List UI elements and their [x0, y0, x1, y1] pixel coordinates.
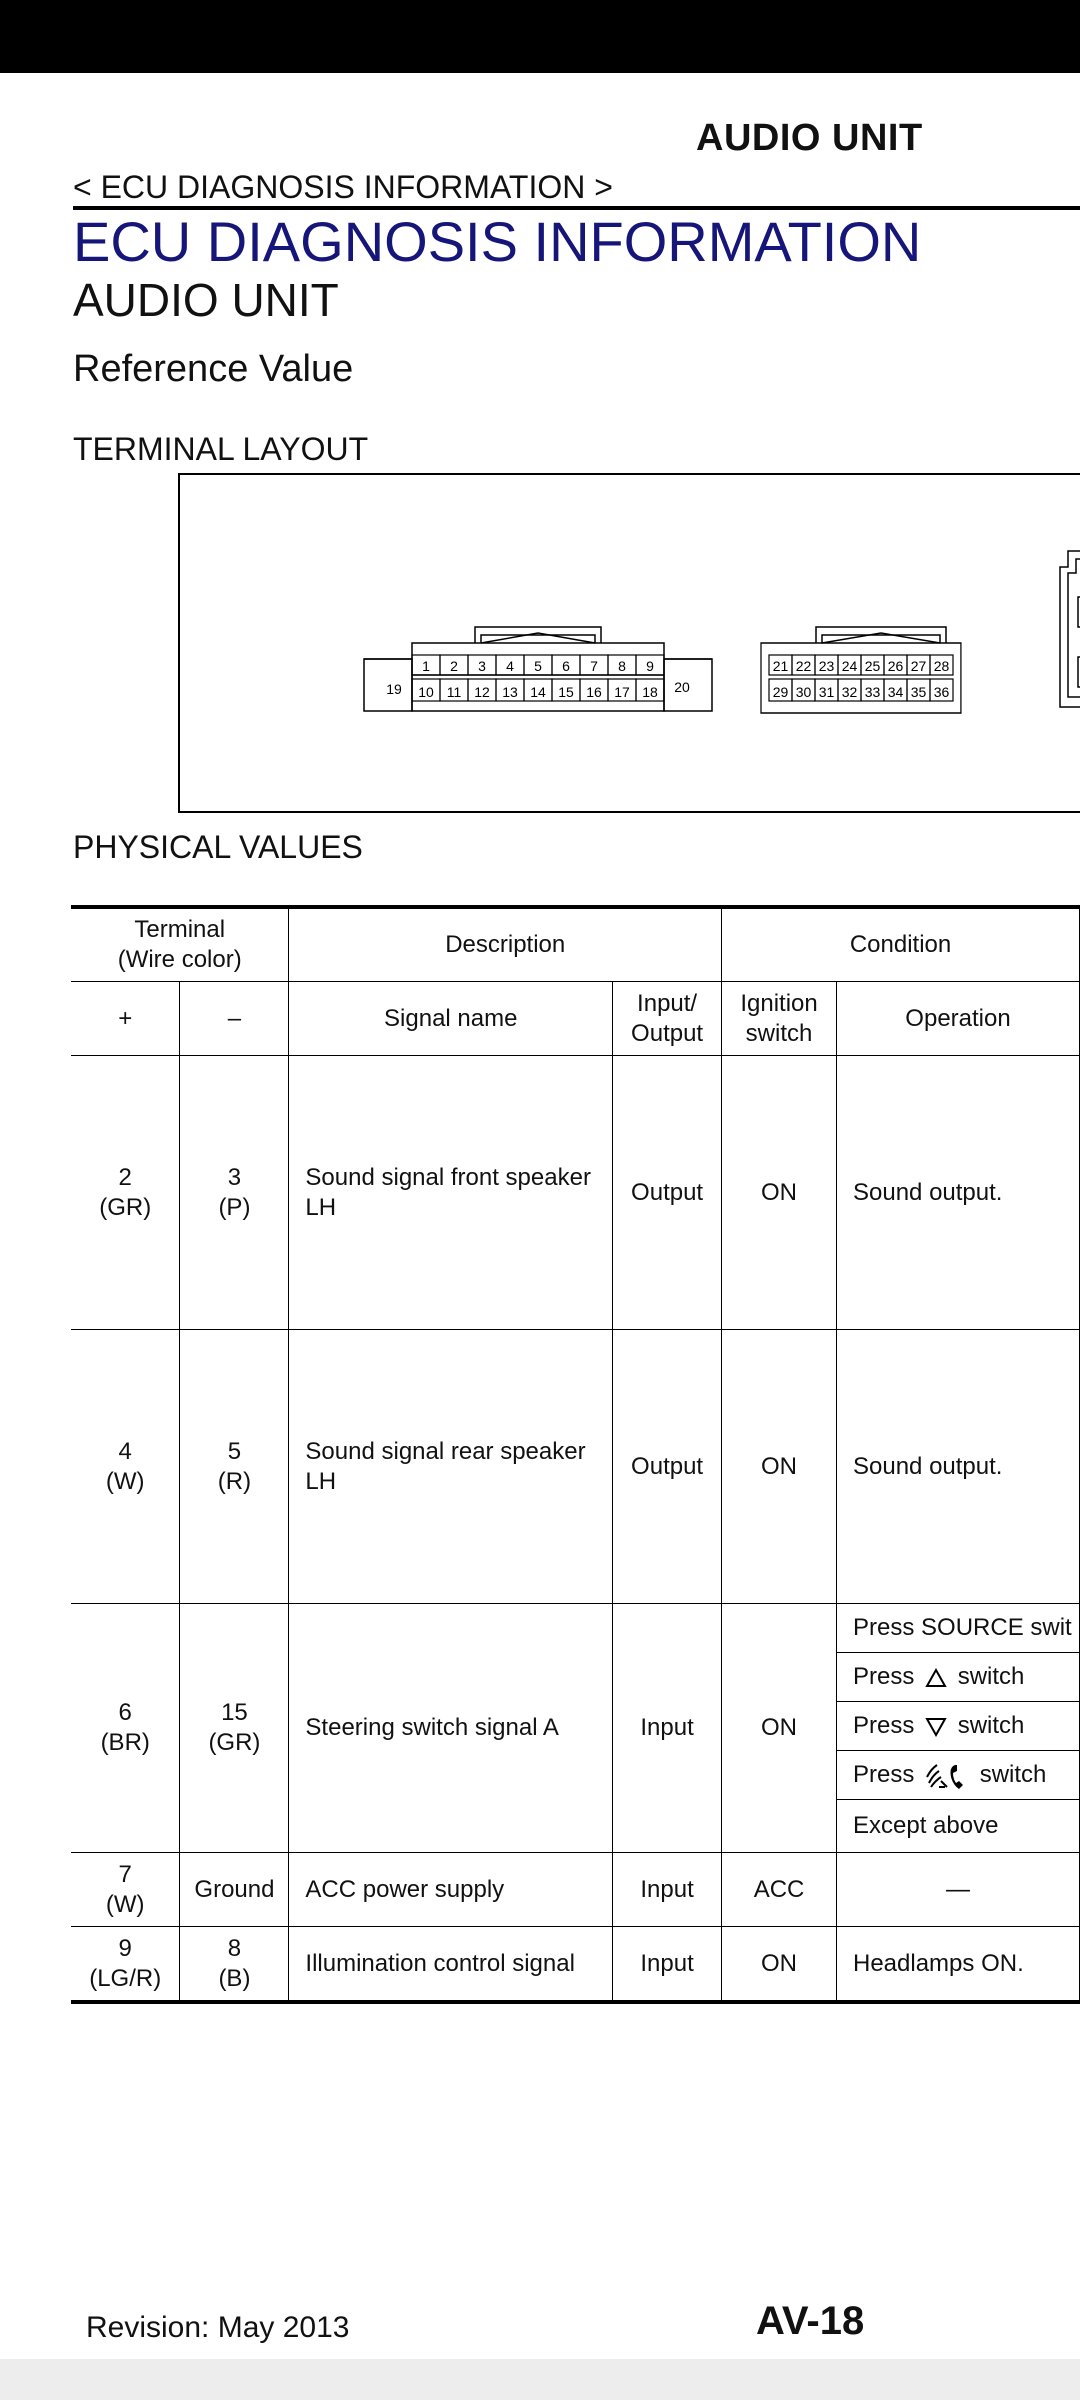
table-row — [71, 1853, 1080, 1927]
pin-label: 36 — [933, 684, 950, 700]
physical-values-heading: PHYSICAL VALUES — [73, 829, 363, 865]
operation-value: Sound output. — [837, 1056, 1080, 1330]
section-title: ECU DIAGNOSIS INFORMATION — [73, 210, 922, 273]
operation-item: Press switch — [837, 1653, 1079, 1702]
table-row — [71, 1330, 1080, 1604]
terminal-layout-heading: TERMINAL LAYOUT — [73, 431, 369, 467]
plus-terminal: 9 (LG/R) — [71, 1927, 180, 2003]
document-page — [0, 73, 1080, 2359]
top-status-bar — [0, 0, 1080, 73]
revision-date: Revision: May 2013 — [86, 2311, 350, 2344]
connector-partial — [1056, 547, 1080, 727]
signal-name-header: Signal name — [289, 982, 613, 1056]
signal-name: Illumination control signal — [289, 1927, 613, 2003]
pin-label: 32 — [841, 684, 858, 700]
table-row — [71, 1927, 1080, 2003]
section-subtitle: AUDIO UNIT — [73, 274, 339, 326]
pin-label: 20 — [674, 679, 690, 695]
triangle-down-icon — [925, 1717, 947, 1737]
minus-terminal: 15 (GR) — [180, 1604, 289, 1853]
plus-terminal: 2 (GR) — [71, 1056, 180, 1330]
operation-list — [837, 1604, 1080, 1853]
pin-label: 21 — [772, 658, 789, 674]
table-subheader-row — [71, 982, 1080, 1056]
table-header-row — [71, 907, 1080, 982]
pin-label: 18 — [642, 684, 658, 700]
signal-name: ACC power supply — [289, 1853, 613, 1927]
pin-label: 10 — [418, 684, 434, 700]
minus-terminal: 5 (R) — [180, 1330, 289, 1604]
ignition-value: ON — [722, 1056, 837, 1330]
condition-header: Condition — [722, 907, 1080, 982]
signal-name: Sound signal front speaker LH — [289, 1056, 613, 1330]
pin-label: 12 — [474, 684, 490, 700]
pin-label: 30 — [795, 684, 812, 700]
io-value: Output — [613, 1330, 722, 1604]
physical-values-table — [71, 905, 1080, 2004]
pin-label: 35 — [910, 684, 927, 700]
ignition-value: ACC — [722, 1853, 837, 1927]
pin-label: 6 — [562, 658, 570, 674]
operation-item: Except above — [853, 1812, 999, 1839]
io-value: Input — [613, 1853, 722, 1927]
pin-label: 34 — [887, 684, 904, 700]
pin-label: 5 — [534, 658, 542, 674]
pin-label: 9 — [646, 658, 654, 674]
reference-value-heading: Reference Value — [73, 348, 354, 390]
pin-label: 33 — [864, 684, 881, 700]
terminal-layout-figure — [178, 473, 1080, 813]
io-value: Output — [613, 1056, 722, 1330]
ignition-value: ON — [722, 1604, 837, 1853]
ignition-value: ON — [722, 1330, 837, 1604]
pin-label: 4 — [506, 658, 514, 674]
io-value: Input — [613, 1604, 722, 1853]
page-header-title: AUDIO UNIT — [696, 117, 923, 159]
pin-label: 16 — [586, 684, 602, 700]
pin-label: 3 — [478, 658, 486, 674]
voice-phone-icon — [925, 1761, 969, 1791]
signal-name: Steering switch signal A — [289, 1604, 613, 1853]
pin-label: 13 — [502, 684, 518, 700]
operation-item: Press SOURCE swit — [837, 1604, 1079, 1653]
minus-terminal: 3 (P) — [180, 1056, 289, 1330]
plus-terminal: 7 (W) — [71, 1853, 180, 1927]
page-number: AV-18 — [756, 2299, 865, 2343]
pin-label: 11 — [446, 684, 462, 700]
operation-value: Sound output. — [837, 1330, 1080, 1604]
operation-value: Headlamps ON. — [837, 1927, 1080, 2003]
ignition-value: ON — [722, 1927, 837, 2003]
pin-label: 19 — [386, 681, 402, 697]
ignition-header: Ignition switch — [722, 982, 837, 1056]
pin-label: 27 — [910, 658, 927, 674]
pin-label: 31 — [818, 684, 835, 700]
plus-header: + — [71, 982, 180, 1056]
plus-terminal: 6 (BR) — [71, 1604, 180, 1853]
pin-label: 26 — [887, 658, 904, 674]
terminal-header: Terminal (Wire color) — [71, 907, 289, 982]
operation-header: Operation — [837, 982, 1080, 1056]
pin-label: 17 — [614, 684, 630, 700]
pin-label: 8 — [618, 658, 626, 674]
pin-label: 1 — [422, 658, 430, 674]
breadcrumb: < ECU DIAGNOSIS INFORMATION > — [73, 169, 613, 205]
minus-terminal: Ground — [180, 1853, 289, 1927]
operation-item: Press switch — [837, 1751, 1079, 1800]
pin-label: 29 — [772, 684, 789, 700]
pin-label: 22 — [795, 658, 812, 674]
connector-left — [364, 615, 720, 727]
pin-label: 15 — [558, 684, 574, 700]
description-header: Description — [289, 907, 722, 982]
connector-right — [761, 615, 963, 721]
operation-item: Press switch — [837, 1702, 1079, 1751]
pin-label: 28 — [933, 658, 950, 674]
pin-label: 24 — [841, 658, 858, 674]
table-row — [71, 1604, 1080, 1853]
signal-name: Sound signal rear speaker LH — [289, 1330, 613, 1604]
pin-label: 2 — [450, 658, 458, 674]
pin-label: 7 — [590, 658, 598, 674]
pin-label: 25 — [864, 658, 881, 674]
minus-header: – — [180, 982, 289, 1056]
table-row — [71, 1056, 1080, 1330]
io-header: Input/ Output — [613, 982, 722, 1056]
operation-value: — — [837, 1853, 1080, 1927]
pin-label: 14 — [530, 684, 546, 700]
io-value: Input — [613, 1927, 722, 2003]
pin-label: 23 — [818, 658, 835, 674]
plus-terminal: 4 (W) — [71, 1330, 180, 1604]
minus-terminal: 8 (B) — [180, 1927, 289, 2003]
triangle-up-icon — [925, 1668, 947, 1688]
